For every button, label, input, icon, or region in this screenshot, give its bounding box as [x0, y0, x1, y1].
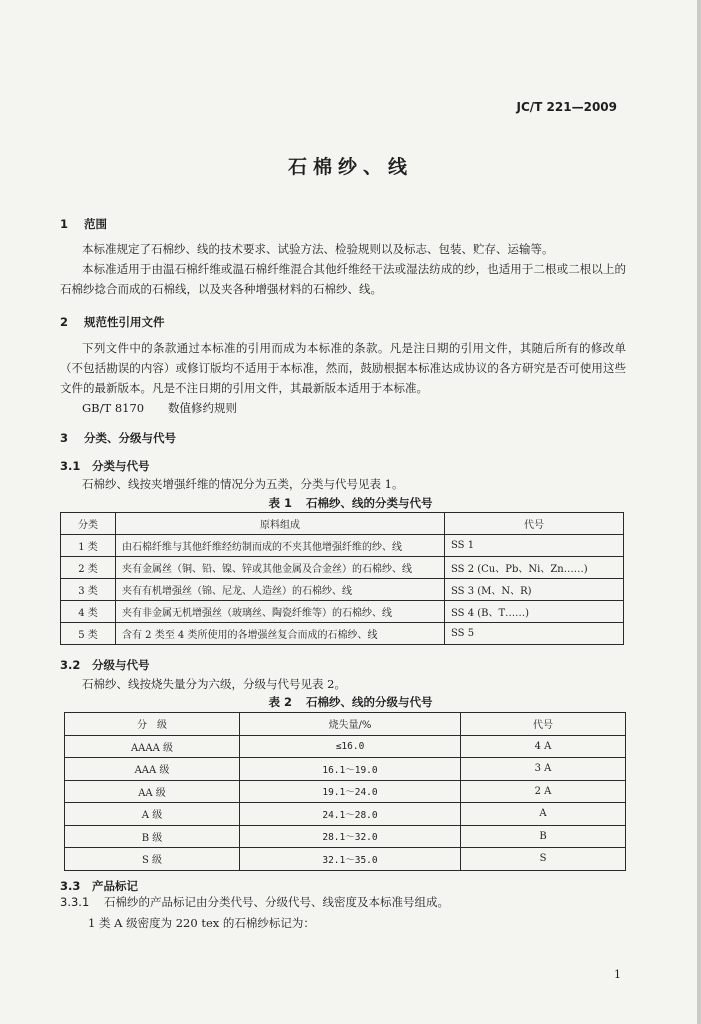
- table-row: [61, 601, 624, 623]
- table-cell: AAA 级: [65, 758, 240, 781]
- table-cell: 含有 2 类至 4 类所使用的各增强丝复合而成的石棉纱、线: [116, 623, 445, 645]
- subsection-3-1-heading: [60, 458, 150, 474]
- section-2-paragraph: 下列文件中的条款通过本标准的引用而成为本标准的条款。凡是注日期的引用文件，其随后所有的修改单（不包括勘误的内容）或修订版均不适用于本标准，然而，鼓励根据本标准达成协议的各方研究是否可使用这些文件的最新版本。凡是不注日期的引用文件，其最新版本适用于本标准。: [60, 341, 626, 395]
- table-row: [61, 623, 624, 645]
- table-1-caption: [0, 495, 701, 511]
- reference-code: GB/T 8170: [82, 401, 145, 415]
- table-caption-text: 石棉纱、线的分类与代号: [306, 496, 433, 510]
- classification-table: [60, 512, 624, 645]
- table-cell: AA 级: [65, 780, 240, 803]
- section-number: 1: [60, 217, 69, 231]
- table-cell: S: [461, 848, 626, 871]
- section-title: 分类、分级与代号: [84, 431, 176, 445]
- subsection-title: 产品标记: [92, 879, 138, 893]
- table-row: [61, 557, 624, 579]
- section-title: 规范性引用文件: [84, 315, 165, 329]
- section-1-heading: [60, 216, 107, 232]
- subsection-number: 3.2: [60, 658, 81, 672]
- table-header-cell: 分 级: [65, 713, 240, 736]
- subsection-3-2-heading: [60, 657, 150, 673]
- table-cell: 16.1～19.0: [240, 758, 461, 781]
- table-cell: AAAA 级: [65, 735, 240, 758]
- section-3-heading: [60, 430, 176, 446]
- table-cell: 4 类: [61, 601, 116, 623]
- subsection-3-1-paragraph: 石棉纱、线按夹增强纤维的情况分为五类，分类与代号见表 1。: [82, 477, 404, 491]
- standard-number: JC/T 221—2009: [516, 100, 617, 114]
- table-cell: 夹有有机增强丝（锦、尼龙、人造丝）的石棉纱、线: [116, 579, 445, 601]
- table-row: [65, 735, 626, 758]
- table-cell: S 级: [65, 848, 240, 871]
- table-cell: 24.1～28.0: [240, 803, 461, 826]
- table-cell: SS 3 (M、N、R): [445, 579, 624, 601]
- subsection-title: 分类与代号: [92, 459, 150, 473]
- table-header-row: [65, 713, 626, 736]
- section-2-heading: [60, 314, 165, 330]
- table-header-cell: 烧失量/%: [240, 713, 461, 736]
- table-cell: 2 A: [461, 780, 626, 803]
- table-cell: SS 5: [445, 623, 624, 645]
- table-cell: SS 2 (Cu、Pb、Ni、Zn……): [445, 557, 624, 579]
- table-header-cell: 分类: [61, 513, 116, 535]
- table-cell: 19.1～24.0: [240, 780, 461, 803]
- table-cell: A 级: [65, 803, 240, 826]
- section-number: 2: [60, 315, 69, 329]
- table-cell: B: [461, 825, 626, 848]
- table-cell: 夹有金属丝（铜、铅、镍、锌或其他金属及合金丝）的石棉纱、线: [116, 557, 445, 579]
- table-cell: ≤16.0: [240, 735, 461, 758]
- subsection-number: 3.3.1: [60, 895, 90, 909]
- table-header-cell: 代号: [461, 713, 626, 736]
- section-title: 范围: [84, 217, 107, 231]
- table-cell: 由石棉纤维与其他纤维经纺制而成的不夹其他增强纤维的纱、线: [116, 535, 445, 557]
- subsection-title: 分级与代号: [92, 658, 150, 672]
- table-cell: 1 类: [61, 535, 116, 557]
- table-caption-text: 石棉纱、线的分级与代号: [306, 695, 433, 709]
- table-cell: 夹有非金属无机增强丝（玻璃丝、陶瓷纤维等）的石棉纱、线: [116, 601, 445, 623]
- subsection-number: 3.1: [60, 459, 81, 473]
- subsection-paragraph: 石棉纱的产品标记由分类代号、分级代号、线密度及本标准号组成。: [104, 895, 449, 909]
- table-row: [61, 579, 624, 601]
- grading-table: [64, 712, 626, 871]
- table-row: [65, 758, 626, 781]
- table-cell: SS 4 (B、T……): [445, 601, 624, 623]
- document-title: 石棉纱、线: [287, 156, 413, 178]
- normative-reference: [82, 398, 237, 418]
- table-2-caption: [0, 694, 701, 710]
- table-cell: 28.1～32.0: [240, 825, 461, 848]
- table-row: [61, 535, 624, 557]
- section-number: 3: [60, 431, 69, 445]
- table-header-row: [61, 513, 624, 535]
- table-cell: 4 A: [461, 735, 626, 758]
- subsection-number: 3.3: [60, 879, 81, 893]
- table-cell: 2 类: [61, 557, 116, 579]
- table-number: 表 2: [268, 695, 292, 709]
- table-number: 表 1: [268, 496, 292, 510]
- table-header-cell: 原料组成: [116, 513, 445, 535]
- table-cell: SS 1: [445, 535, 624, 557]
- section-1-paragraph-2: 本标准适用于由温石棉纤维或温石棉纤维混合其他纤维经干法或湿法纺成的纱，也适用于二根或二根以上的石棉纱捻合而成的石棉线，以及夹各种增强材料的石棉纱、线。: [60, 262, 626, 296]
- table-cell: 32.1～35.0: [240, 848, 461, 871]
- table-cell: B 级: [65, 825, 240, 848]
- reference-title: 数值修约规则: [168, 401, 237, 415]
- marking-example-intro: 1 类 A 级密度为 220 tex 的石棉纱标记为：: [88, 916, 315, 930]
- table-cell: 5 类: [61, 623, 116, 645]
- table-row: [65, 803, 626, 826]
- table-row: [65, 825, 626, 848]
- table-cell: A: [461, 803, 626, 826]
- subsection-3-3-1: [60, 892, 449, 912]
- table-row: [65, 780, 626, 803]
- subsection-3-2-paragraph: 石棉纱、线按烧失量分为六级，分级与代号见表 2。: [82, 677, 346, 691]
- section-1-paragraph-1: 本标准规定了石棉纱、线的技术要求、试验方法、检验规则以及标志、包装、贮存、运输等。: [82, 242, 554, 256]
- table-header-cell: 代号: [445, 513, 624, 535]
- page-number: 1: [614, 968, 621, 981]
- table-row: [65, 848, 626, 871]
- table-cell: 3 类: [61, 579, 116, 601]
- table-cell: 3 A: [461, 758, 626, 781]
